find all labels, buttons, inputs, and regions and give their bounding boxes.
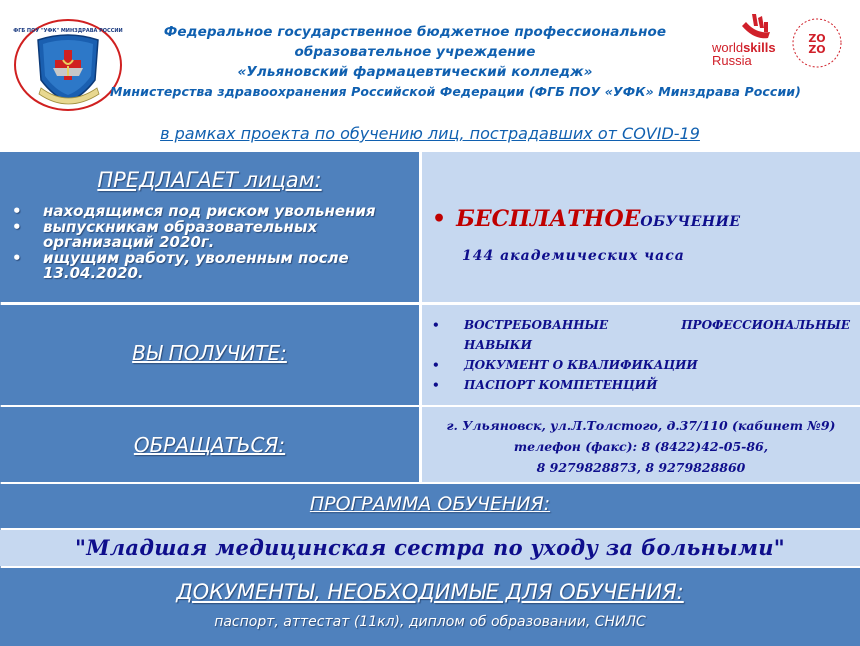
receive-item-text: ПРОФЕССИОНАЛЬНЫЕ [681, 318, 850, 332]
young-professionals-2020-icon [790, 16, 844, 70]
project-line: в рамках проекта по обучению лиц, пострадавших от COVID-19 [160, 124, 700, 143]
receive-item [432, 375, 850, 395]
address: г. Ульяновск, ул.Л.Толстого, д.37/110 (кабинет №9) [446, 418, 836, 433]
offer-item [12, 248, 412, 282]
receive-heading: ВЫ ПОЛУЧИТЕ: [132, 341, 287, 365]
receive-item-text: НАВЫКИ [464, 338, 532, 352]
bullet-icon: • [12, 217, 22, 236]
institution-line-3: «Ульяновский фармацевтический колледж» [237, 64, 593, 80]
receive-item [432, 355, 850, 375]
institution-line-1: Федеральное государственное бюджетное профессиональное [163, 24, 667, 40]
program-heading: ПРОГРАММА ОБУЧЕНИЯ: [309, 493, 551, 515]
hours-label: 144 академических часа [462, 248, 685, 264]
receive-item-text: ПАСПОРТ КОМПЕТЕНЦИЙ [464, 378, 658, 392]
receive-item-text: ДОКУМЕНТ О КВАЛИФИКАЦИИ [464, 358, 698, 372]
offer-item-text: выпускникам образовательных организаций 2020г. [43, 217, 318, 251]
offer-list [12, 204, 412, 282]
program-heading-row [0, 484, 860, 528]
bullet-icon: • [432, 358, 440, 372]
bullet-icon: • [12, 248, 22, 267]
svg-text:ФГБ ПОУ "УФК" МИНЗДРАВА РОССИИ: ФГБ ПОУ "УФК" МИНЗДРАВА РОССИИ [13, 28, 123, 34]
receive-heading-cell [0, 305, 419, 405]
documents-heading: ДОКУМЕНТЫ, НЕОБХОДИМЫЕ ДЛЯ ОБУЧЕНИЯ: [176, 580, 684, 604]
documents-list: паспорт, аттестат (11кл), диплом об образовании, СНИЛС [214, 614, 646, 630]
institution-line-4: Министерства здравоохранения Российской Федерации (ФГБ ПОУ «УФК» Минздрава России) [110, 84, 801, 99]
receive-row [0, 305, 860, 405]
bullet-icon: • [12, 202, 22, 220]
contact-heading-cell [0, 407, 419, 482]
college-emblem-icon [13, 18, 123, 112]
header [0, 0, 860, 152]
receive-item-continued [432, 335, 850, 355]
offer-item-text: ищущим работу, уволенным после 13.04.2020. [43, 248, 349, 282]
svg-text:ZO: ZO [808, 32, 826, 45]
svg-text:Russia: Russia [712, 53, 752, 68]
bullet-icon: • [432, 206, 447, 232]
institution-line-2: образовательное учреждение [294, 44, 536, 60]
offer-row [0, 152, 860, 302]
documents-row [0, 568, 860, 646]
program-name: "Младшая медицинская сестра по уходу за больными" [74, 535, 786, 560]
offer-item-text: находящимся под риском увольнения [43, 202, 376, 220]
offer-cell [0, 152, 419, 302]
contact-heading: ОБРАЩАТЬСЯ: [133, 433, 286, 457]
offer-heading: ПРЕДЛАГАЕТ лицам: [97, 168, 322, 192]
contact-info [422, 415, 860, 478]
free-training [432, 206, 741, 232]
receive-list [432, 315, 850, 395]
program-name-row [0, 530, 860, 566]
receive-item-text: ВОСТРЕБОВАННЫЕ [464, 318, 609, 332]
worldskills-logo-icon [712, 12, 784, 68]
contact-row [0, 407, 860, 482]
svg-text:worldskills: worldskills [712, 40, 776, 55]
receive-item [432, 315, 850, 335]
bullet-icon: • [432, 318, 440, 332]
mobile-phones: 8 9279828873, 8 9279828860 [536, 460, 746, 475]
free-label: БЕСПЛАТНОЕ [456, 206, 641, 232]
bullet-icon: • [432, 378, 440, 392]
svg-text:ZO: ZO [808, 43, 826, 56]
phone: телефон (факс): 8 (8422)42-05-86, [513, 439, 769, 454]
offer-item [12, 217, 412, 251]
training-label: ОБУЧЕНИЕ [640, 214, 741, 230]
